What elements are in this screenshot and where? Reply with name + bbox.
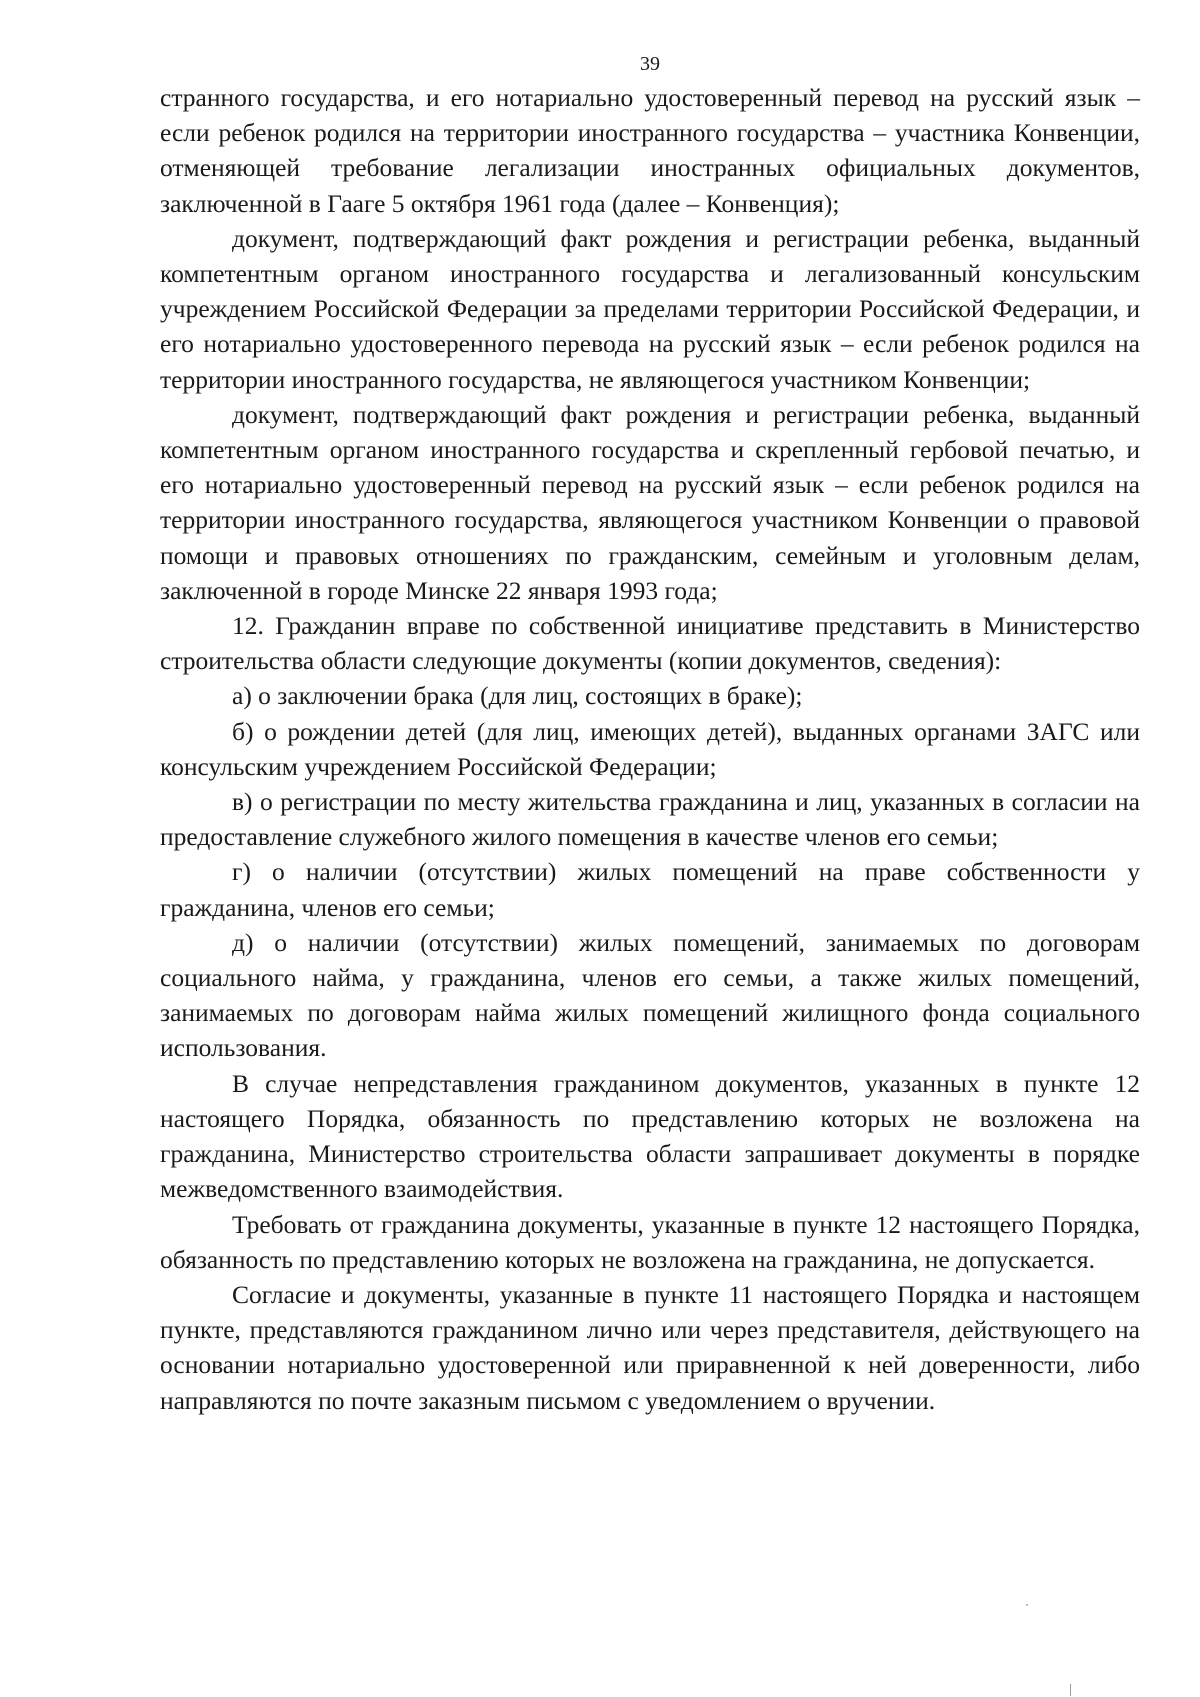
list-item-v: в) о регистрации по месту жительства гражданина и лиц, указанных в согласии на предоставление служебного жилого помещения в качестве членов его семьи; bbox=[160, 787, 1140, 852]
paragraph-prohibition: Требовать от гражданина документы, указанные в пункте 12 настоящего Порядка, обязанность по представлению которых не возложена на гражданина, не допускается. bbox=[160, 1209, 1140, 1274]
paragraph-item-12: 12. Гражданин вправе по собственной инициативе представить в Министерство строительства области следующие документы (копии документов, сведения): bbox=[160, 611, 1140, 676]
list-item-g: г) о наличии (отсутствии) жилых помещений на праве собственности у гражданина, членов его семьи; bbox=[160, 857, 1140, 922]
paragraph-sealed-document: документ, подтверждающий факт рождения и регистрации ребенка, выданный компетентным органом иностранного государства и скрепленный гербовой печатью, и его нотариально удостоверенный перевод на русский язык – если ребенок родился на территории иностранного государства, являющегося участником Конвенции о правовой помощи и правовых отношениях по гражданским, семейным и уголовным делам, заключенной в городе Минске 22 января 1993 года; bbox=[160, 399, 1140, 605]
paragraph-continuation: странного государства, и его нотариально удостоверенный перевод на русский язык – если ребенок родился на территории иностранного государства – участника Конвенции, отменяющей требование легализации иностранных официальных документов, заключенной в Гааге 5 октября 1961 года (далее – Конвенция); bbox=[160, 83, 1140, 218]
page-number: 39 bbox=[640, 53, 660, 75]
list-item-d: д) о наличии (отсутствии) жилых помещений, занимаемых по договорам социального найма, у гражданина, членов его семьи, а также жилых помещений, занимаемых по договорам найма жилых помещений жилищного фонда социального использования. bbox=[160, 927, 1140, 1063]
scan-artifact-line bbox=[1070, 1684, 1071, 1696]
list-item-a: а) о заключении брака (для лиц, состоящих в браке); bbox=[232, 681, 803, 711]
paragraph-legalized-document: документ, подтверждающий факт рождения и регистрации ребенка, выданный компетентным органом иностранного государства и легализованный консульским учреждением Российской Федерации за пределами территории Российской Федерации, и его нотариально удостоверенного перевода на русский язык – если ребенок родился на территории иностранного государства, не являющегося участником Конвенции; bbox=[160, 223, 1140, 394]
document-body bbox=[160, 80, 1140, 1418]
list-item-b: б) о рождении детей (для лиц, имеющих детей), выданных органами ЗАГС или консульским учреждением Российской Федерации; bbox=[160, 716, 1140, 781]
scan-artifact-dot bbox=[1026, 1604, 1028, 1606]
paragraph-submission-method: Согласие и документы, указанные в пункте 11 настоящего Порядка и настоящем пункте, представляются гражданином лично или через представителя, действующего на основании нотариально удостоверенной или приравненной к ней доверенности, либо направляются по почте заказным письмом с уведомлением о вручении. bbox=[160, 1279, 1140, 1415]
paragraph-non-submission: В случае непредставления гражданином документов, указанных в пункте 12 настоящего Порядка, обязанность по представлению которых не возложена на гражданина, Министерство строительства области запрашивает документы в порядке межведомственного взаимодействия. bbox=[160, 1068, 1140, 1204]
